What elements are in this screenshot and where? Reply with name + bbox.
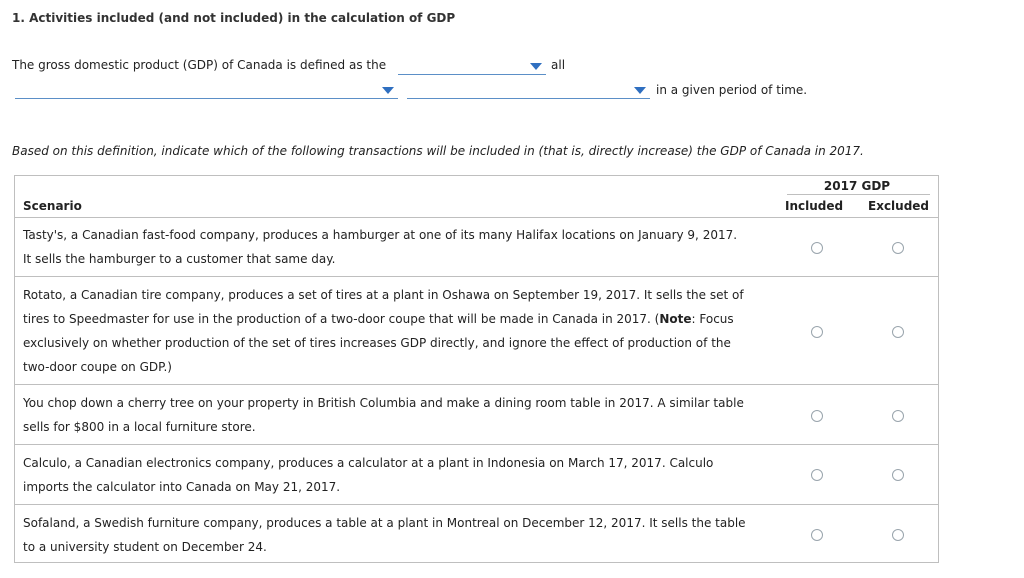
table-row: [15, 217, 938, 277]
radio-excluded[interactable]: [892, 529, 904, 541]
scenario-line: tires to Speedmaster for use in the production of a two-door coupe that will be made in Canada in 2017. (Note: Focus: [23, 312, 734, 326]
header-included: Included: [785, 199, 844, 213]
radio-included[interactable]: [811, 326, 823, 338]
radio-excluded[interactable]: [892, 469, 904, 481]
definition-mid-text: all: [551, 58, 566, 72]
definition-dropdown-2[interactable]: [15, 82, 398, 99]
scenario-text: [23, 511, 773, 559]
table-row: [15, 277, 938, 385]
instructions: Based on this definition, indicate which of the following transactions will be included in (that is, directly increase) the GDP of Canada in 2017.: [12, 144, 864, 158]
scenario-text: [23, 283, 773, 379]
header-2017-gdp: 2017 GDP: [823, 179, 891, 193]
definition-dropdown-3[interactable]: [407, 82, 650, 99]
scenario-text: [23, 451, 773, 499]
definition-prefix: The gross domestic product (GDP) of Canada is defined as the: [12, 58, 387, 72]
scenario-line: You chop down a cherry tree on your property in British Columbia and make a dining room table in 2017. A similar table: [23, 396, 744, 410]
scenario-line: It sells the hamburger to a customer that same day.: [23, 252, 336, 266]
scenario-text: [23, 223, 773, 271]
chevron-down-icon: [634, 87, 646, 94]
scenario-line: Tasty's, a Canadian fast-food company, produces a hamburger at one of its many Halifax locations on January 9, 2017.: [23, 228, 738, 242]
gdp-scenario-table: [14, 175, 939, 563]
scenario-line: imports the calculator into Canada on May 21, 2017.: [23, 480, 341, 494]
scenario-line: two-door coupe on GDP.): [23, 360, 172, 374]
scenario-line: Rotato, a Canadian tire company, produces a set of tires at a plant in Oshawa on September 19, 2017. It sells the set of: [23, 288, 744, 302]
radio-included[interactable]: [811, 469, 823, 481]
chevron-down-icon: [382, 87, 394, 94]
header-scenario: Scenario: [23, 199, 82, 213]
table-row: [15, 445, 938, 505]
scenario-text: [23, 391, 773, 439]
table-row: [15, 505, 938, 563]
scenario-line: Calculo, a Canadian electronics company, produces a calculator at a plant in Indonesia on March 17, 2017. Calculo: [23, 456, 714, 470]
table-header: [15, 176, 938, 218]
header-excluded: Excluded: [868, 199, 930, 213]
radio-excluded[interactable]: [892, 242, 904, 254]
question-title: 1. Activities included (and not included) in the calculation of GDP: [12, 11, 456, 25]
scenario-line: sells for $800 in a local furniture store.: [23, 420, 256, 434]
radio-excluded[interactable]: [892, 410, 904, 422]
table-row: [15, 385, 938, 445]
radio-included[interactable]: [811, 242, 823, 254]
scenario-line: exclusively on whether production of the set of tires increases GDP directly, and ignore the effect of production of the: [23, 336, 731, 350]
scenario-line: to a university student on December 24.: [23, 540, 267, 554]
definition-dropdown-1[interactable]: [398, 58, 546, 75]
radio-included[interactable]: [811, 529, 823, 541]
radio-included[interactable]: [811, 410, 823, 422]
radio-excluded[interactable]: [892, 326, 904, 338]
scenario-line: Sofaland, a Swedish furniture company, produces a table at a plant in Montreal on December 12, 2017. It sells the table: [23, 516, 746, 530]
header-divider: [787, 194, 930, 195]
definition-suffix: in a given period of time.: [656, 83, 808, 97]
chevron-down-icon: [530, 63, 542, 70]
